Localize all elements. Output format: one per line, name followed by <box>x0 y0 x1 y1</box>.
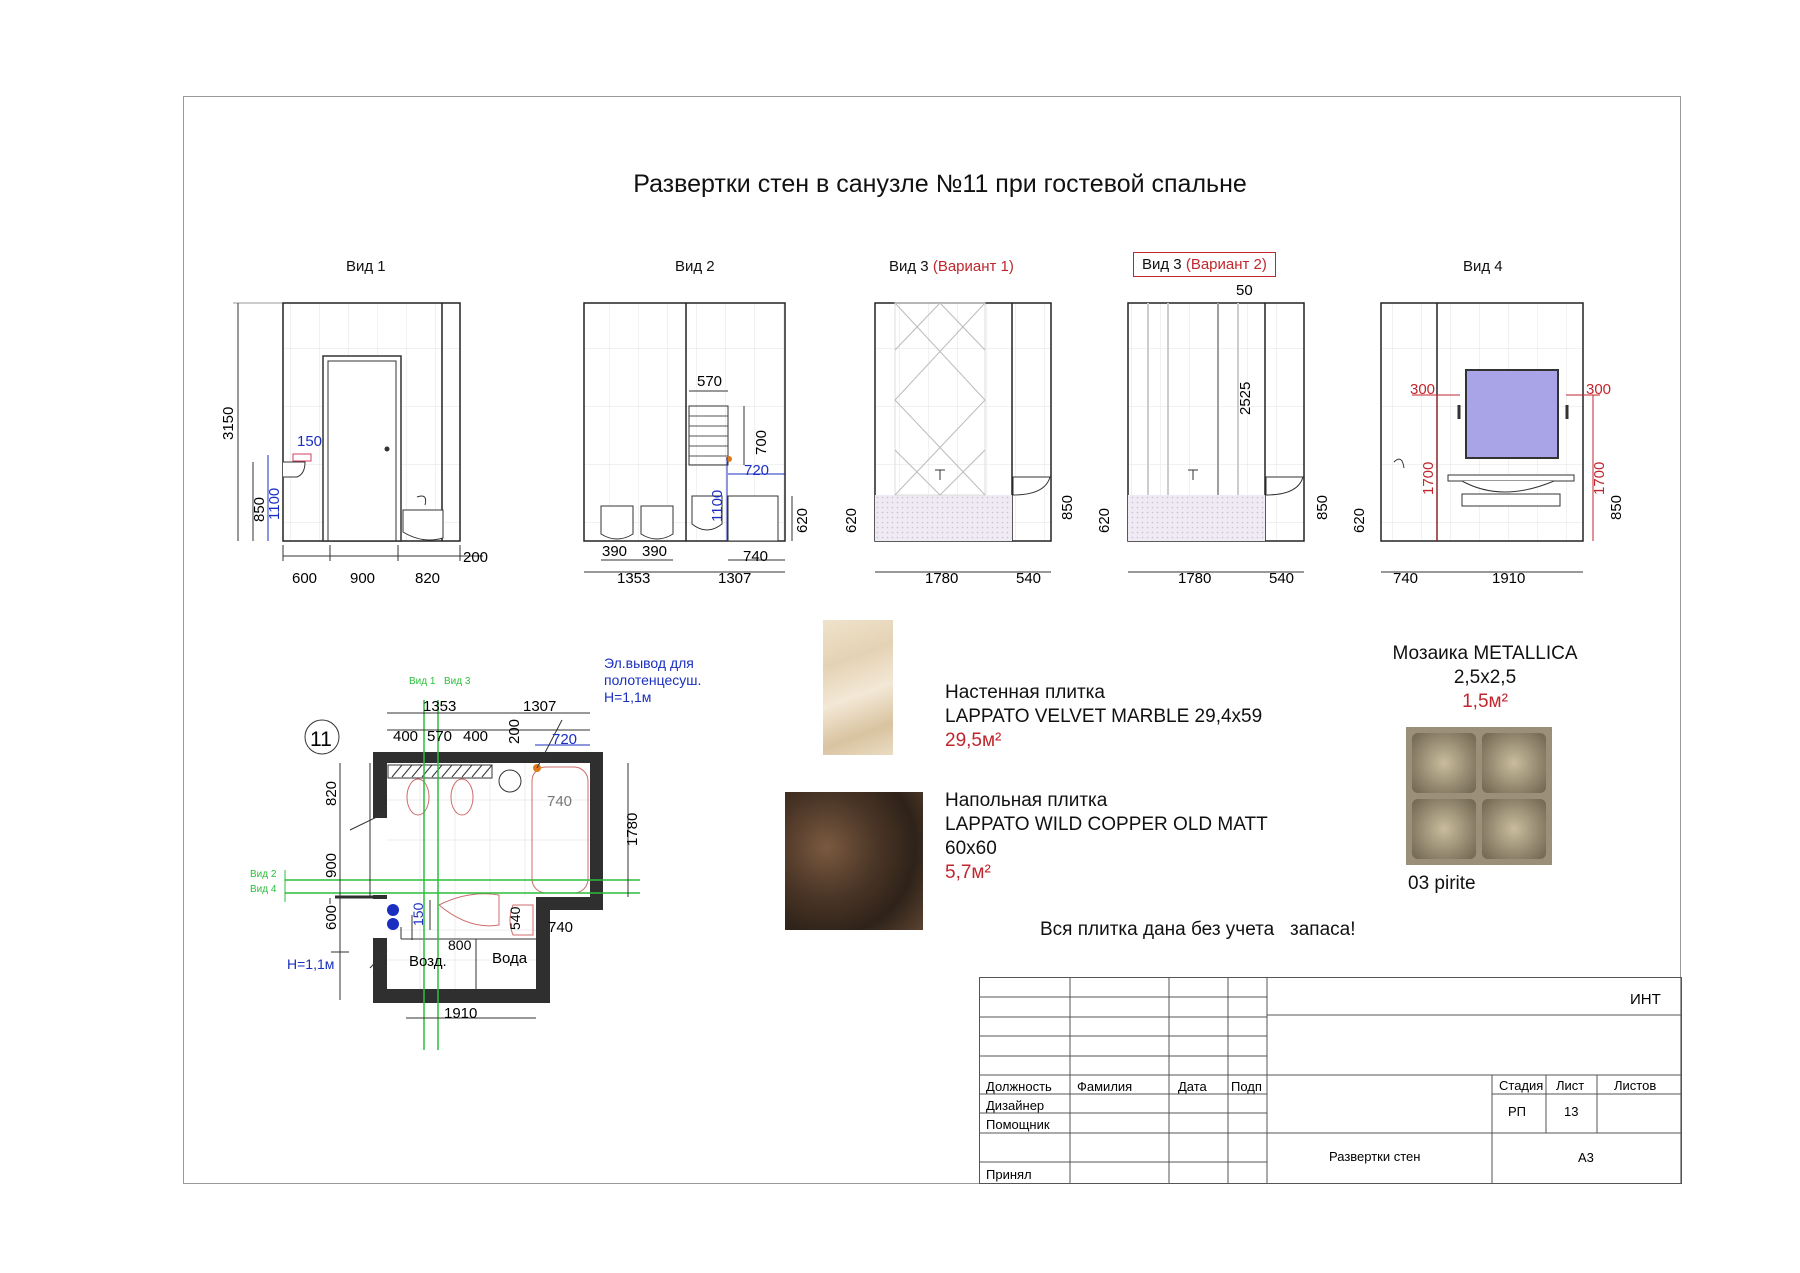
view3-variant2-elevation <box>1096 282 1331 587</box>
dim-v1-150: 150 <box>297 433 323 450</box>
plan-dim-740-bath: 740 <box>547 793 573 810</box>
plan-label-voda: Вода <box>492 950 528 967</box>
dim-v4-850: 850 <box>1608 494 1625 520</box>
view1-elevation <box>220 303 488 587</box>
plan-dim-400b: 400 <box>463 728 489 745</box>
stamp-stage-header: Стадия <box>1499 1078 1544 1093</box>
plan-view2-marker: Вид 2 <box>250 869 277 880</box>
plan-dim-720: 720 <box>552 731 578 748</box>
stamp-surname-header: Фамилия <box>1077 1079 1133 1094</box>
plan-dim-1353: 1353 <box>423 698 457 715</box>
dim-v2-570: 570 <box>697 373 723 390</box>
plan-dim-400a: 400 <box>393 728 419 745</box>
dim-v2-390a: 390 <box>602 543 628 560</box>
stamp-stage: РП <box>1508 1104 1527 1119</box>
page-title: Развертки стен в санузле №11 при гостевой спальне <box>633 170 1247 198</box>
wall-elevations <box>0 0 1800 620</box>
stamp-position-header: Должность <box>986 1079 1052 1094</box>
dim-v4-1910: 1910 <box>1492 570 1526 587</box>
title-block <box>979 977 1682 1184</box>
dim-v4-300-right: 300 <box>1586 381 1612 398</box>
plan-view1-marker: Вид 1 <box>409 676 436 687</box>
plan-dim-570: 570 <box>427 728 453 745</box>
dim-v2-1307: 1307 <box>718 570 752 587</box>
plan-label-vozd: Возд. <box>409 953 447 970</box>
dim-v2-390b: 390 <box>642 543 668 560</box>
plan-view3-marker: Вид 3 <box>444 676 471 687</box>
mosaic-info: Мозаика METALLICA 2,5x2,5 1,5м² <box>1392 643 1578 712</box>
plan-note-line3: H=1,1м <box>604 689 652 705</box>
dim-v1-850: 850 <box>251 496 268 522</box>
stamp-format: А3 <box>1578 1150 1594 1165</box>
dim-v1-200: 200 <box>463 549 489 566</box>
dim-v1-900: 900 <box>350 570 376 587</box>
plan-outlet-height: H=1,1м <box>287 956 335 972</box>
dim-v4-1700-left: 1700 <box>1420 461 1437 495</box>
dim-v4-300-left: 300 <box>1410 381 1436 398</box>
view2-label: Вид 2 <box>675 258 715 275</box>
plan-dim-740-right: 740 <box>548 919 574 936</box>
view4-label: Вид 4 <box>1463 258 1503 275</box>
stamp-date-header: Дата <box>1178 1079 1207 1094</box>
dim-v2-720: 720 <box>744 462 770 479</box>
dim-v3b-850: 850 <box>1314 494 1331 520</box>
tile-note: Вся плитка дана без учета запаса! <box>1040 919 1356 940</box>
wall-tile-swatch <box>823 620 893 755</box>
plan-dim-600: 600 <box>323 904 340 930</box>
view4-elevation <box>1351 303 1625 587</box>
dim-v1-3150: 3150 <box>220 406 237 440</box>
plan-dim-800: 800 <box>448 937 472 953</box>
view3-variant2-label: Вид 3 (Вариант 2) <box>1133 252 1276 277</box>
dim-v2-620: 620 <box>794 507 811 533</box>
plan-dim-820: 820 <box>323 780 340 806</box>
mosaic-swatch <box>1406 727 1552 865</box>
dim-v2-1100: 1100 <box>709 489 726 522</box>
stamp-sheet: 13 <box>1564 1104 1579 1119</box>
mosaic-code: 03 pirite <box>1408 873 1476 894</box>
dim-v3b-540: 540 <box>1269 570 1295 587</box>
plan-dim-540: 540 <box>507 906 523 930</box>
dim-v3b-620: 620 <box>1096 507 1113 533</box>
stamp-sheets-header: Листов <box>1614 1078 1657 1093</box>
dim-v3a-540: 540 <box>1016 570 1042 587</box>
plan-dim-1910: 1910 <box>444 1005 478 1022</box>
plan-dim-900: 900 <box>323 852 340 878</box>
dim-v3b-1780: 1780 <box>1178 570 1212 587</box>
wall-tile-info: Настенная плитка LAPPATO VELVET MARBLE 29,4x59 29,5м² <box>945 682 1263 751</box>
dim-v4-620: 620 <box>1351 507 1368 533</box>
dim-v4-1700-right: 1700 <box>1591 461 1608 495</box>
dim-v4-740: 740 <box>1393 570 1419 587</box>
dim-v3a-850: 850 <box>1059 494 1076 520</box>
stamp-sheet-name: Развертки стен <box>1329 1149 1421 1164</box>
view3-variant1-elevation <box>843 303 1076 587</box>
view1-label: Вид 1 <box>346 258 386 275</box>
stamp-sheet-header: Лист <box>1556 1078 1585 1093</box>
dim-v3a-1780: 1780 <box>925 570 959 587</box>
dim-v3a-620: 620 <box>843 507 860 533</box>
dim-v2-700: 700 <box>753 429 770 455</box>
dim-v2-1353: 1353 <box>617 570 651 587</box>
view2-elevation <box>584 303 811 587</box>
stamp-accepted: Принял <box>986 1167 1032 1182</box>
plan-note-line2: полотенцесуш. <box>604 672 702 688</box>
floor-tile-swatch <box>785 792 923 930</box>
stamp-designer: Дизайнер <box>986 1098 1045 1113</box>
plan-note-line1: Эл.вывод для <box>604 655 694 671</box>
stamp-sign-header: Подп <box>1231 1079 1262 1094</box>
dim-v1-600: 600 <box>292 570 318 587</box>
floor-tile-info: Напольная плитка LAPPATO WILD COPPER OLD MATT 60x60 5,7м² <box>945 790 1268 883</box>
dim-v1-820: 820 <box>415 570 441 587</box>
dim-v3b-2525: 2525 <box>1237 381 1254 415</box>
plan-dim-1307: 1307 <box>523 698 557 715</box>
plan-dim-150: 150 <box>410 902 426 926</box>
stamp-code: ИНТ <box>1630 991 1661 1008</box>
plan-view4-marker: Вид 4 <box>250 884 277 895</box>
dim-v3b-50: 50 <box>1236 282 1253 299</box>
view3-variant1-label: Вид 3 (Вариант 1) <box>889 258 1014 275</box>
plan-dim-1780: 1780 <box>624 812 641 846</box>
dim-v1-1100: 1100 <box>266 487 283 520</box>
plan-dim-200: 200 <box>506 718 523 744</box>
dim-v2-740: 740 <box>743 548 769 565</box>
stamp-assistant: Помощник <box>986 1117 1050 1132</box>
plan-room-number: 11 <box>310 728 332 751</box>
